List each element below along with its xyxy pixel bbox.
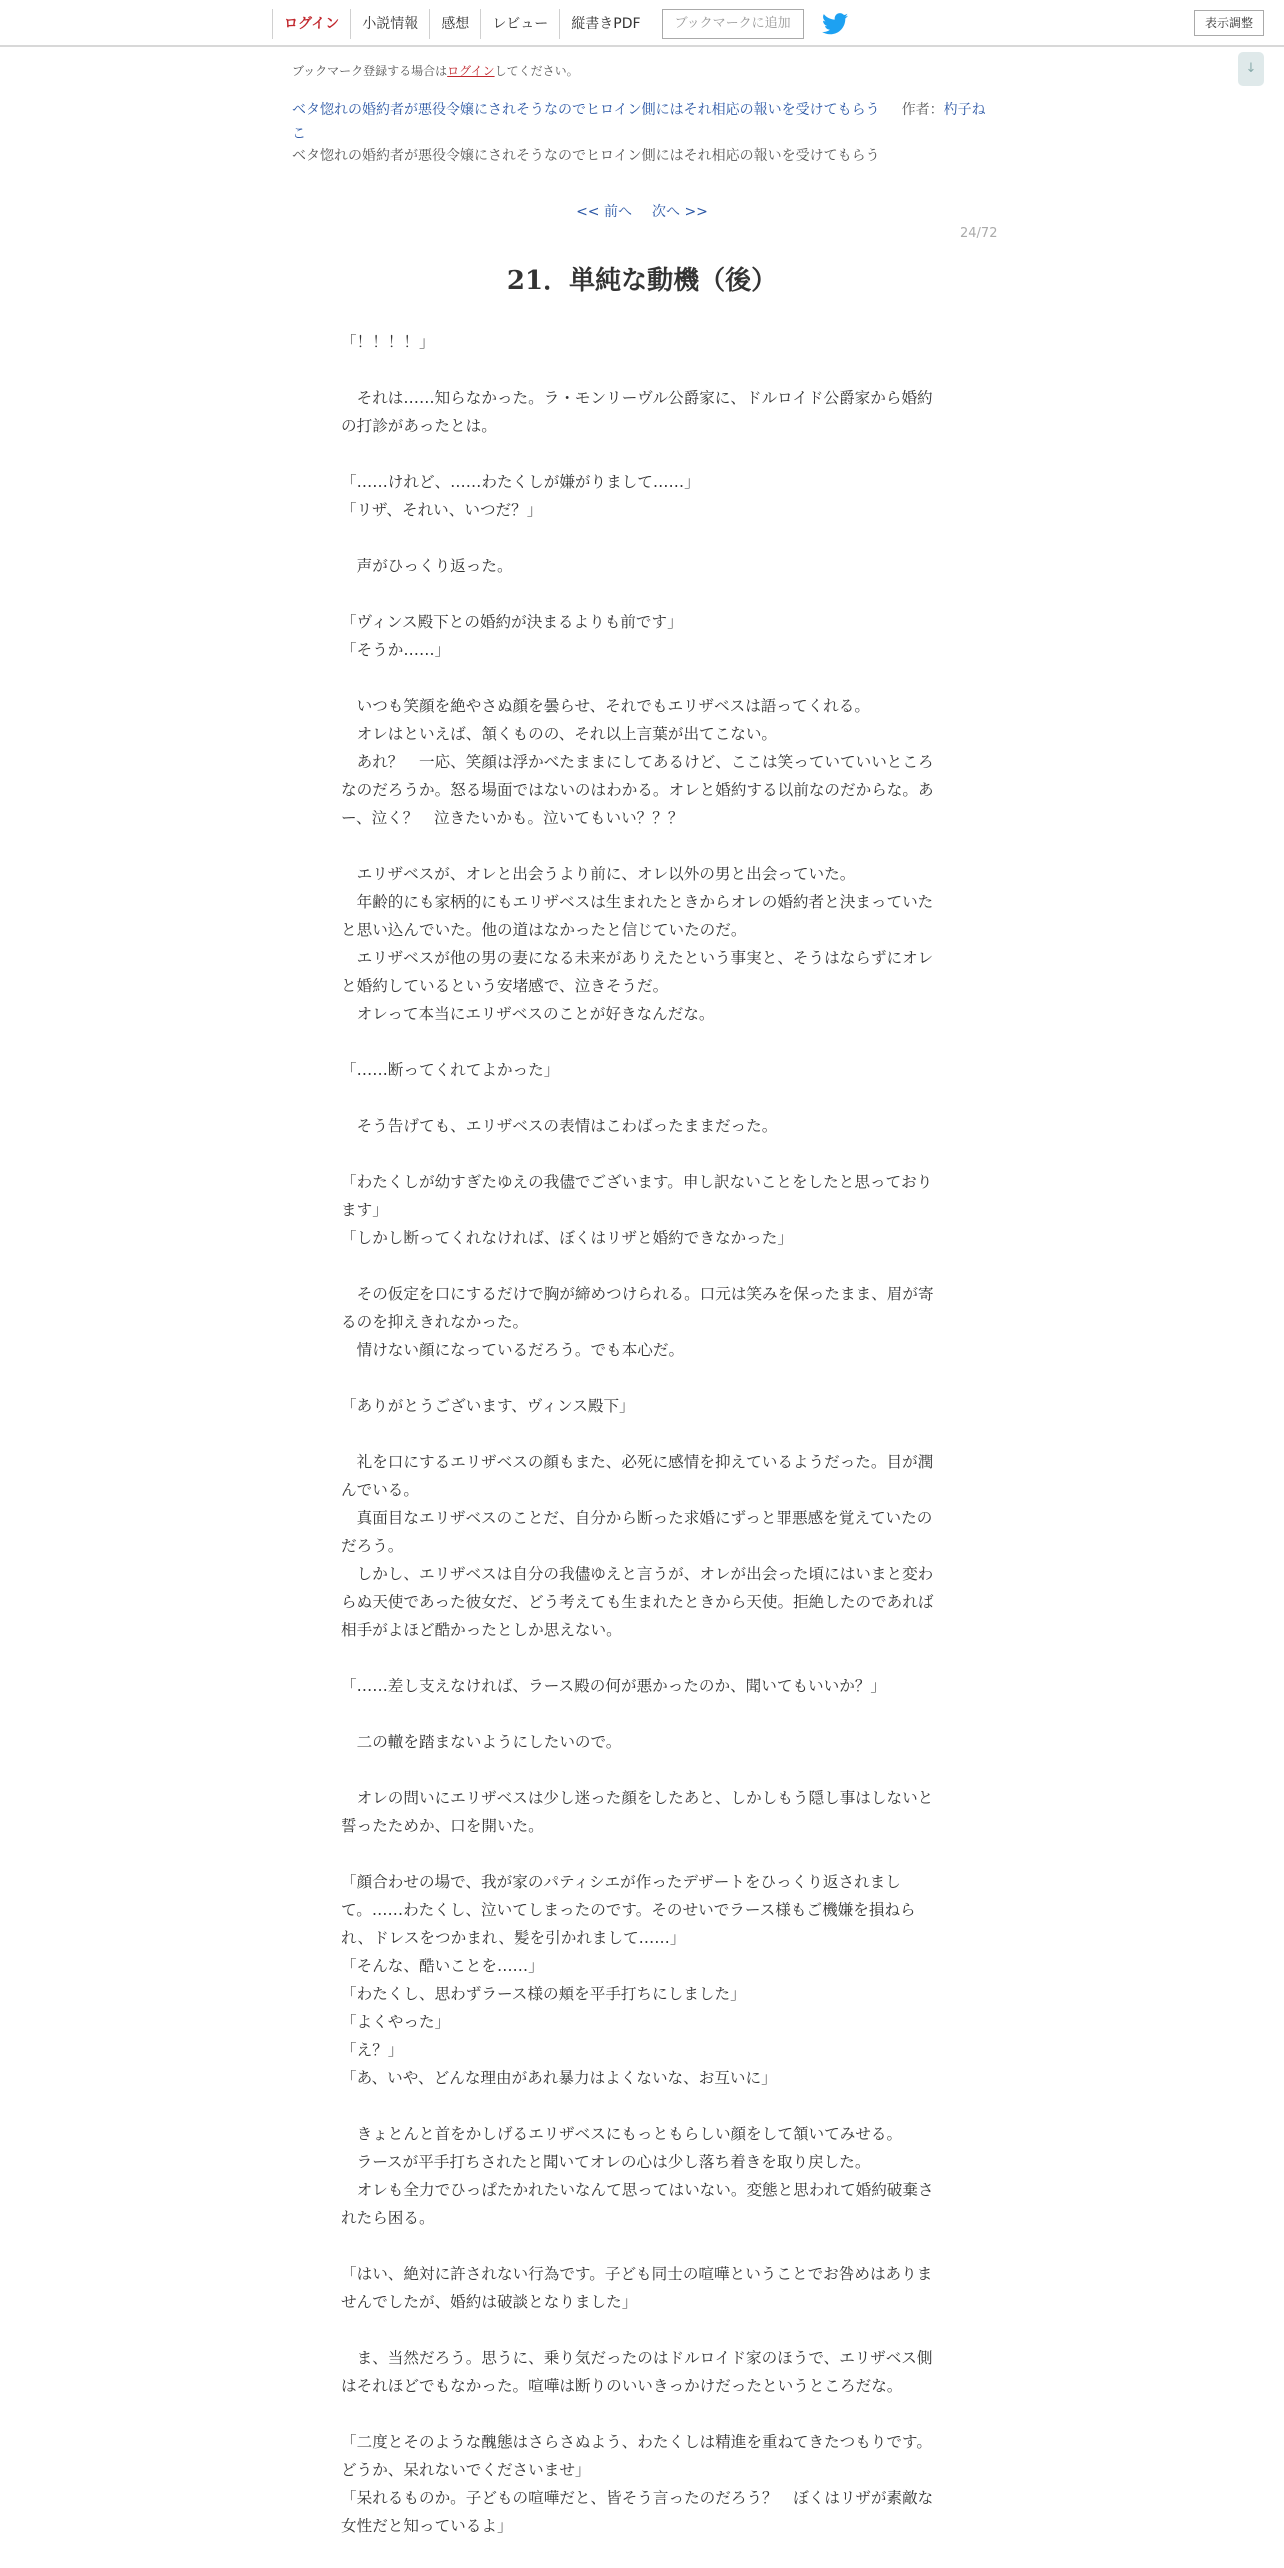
author-label: 作者： xyxy=(901,102,944,118)
series-title-link[interactable]: ベタ惚れの婚約者が悪役令嬢にされそうなのでヒロイン側にはそれ相応の報いを受けてもらう xyxy=(292,102,880,118)
blank-line xyxy=(341,1364,939,1392)
novel-paragraph: オレって本当にエリザベスのことが好きなんだな。 xyxy=(341,1005,715,1023)
blank-line xyxy=(341,1700,939,1728)
novel-paragraph: そう告げても、エリザベスの表情はこわばったままだった。 xyxy=(341,1117,778,1135)
novel-paragraph: 「呆れるものか。子どもの喧嘩だと、皆そう言ったのだろう？ ぼくはリザが素敵な女性だと知っているよ」 xyxy=(341,2489,934,2535)
prev-page-link[interactable]: << 前へ xyxy=(576,204,632,220)
display-settings-button[interactable]: 表示調整 xyxy=(1194,10,1264,36)
novel-paragraph: エリザベスが、オレと出会うより前に、オレ以外の男と出会っていた。 xyxy=(341,865,856,883)
nav-vertical-pdf[interactable]: 縦書きPDF xyxy=(559,9,651,39)
novel-paragraph: 「ありがとうございます、ヴィンス殿下」 xyxy=(341,1397,635,1415)
chapter-title: 21．単純な動機（後） xyxy=(506,266,778,296)
next-page-link[interactable]: 次へ >> xyxy=(652,204,708,220)
novel-paragraph: 「わたくしが幼すぎたゆえの我儘でございます。申し訳ないことをしたと思っております」 xyxy=(341,1173,933,1219)
novel-paragraph: 「わたくし、思わずラース様の頬を平手打ちにしました」 xyxy=(341,1985,746,2003)
novel-paragraph: その仮定を口にするだけで胸が締めつけられる。口元は笑みを保ったまま、眉が寄るのを抑えきれなかった。 xyxy=(341,1285,934,1331)
novel-paragraph: 真面目なエリザベスのことだ、自分から断った求婚にずっと罪悪感を覚えていたのだろう。 xyxy=(341,1509,933,1555)
blank-line xyxy=(341,1252,939,1280)
novel-paragraph: 「二度とそのような醜態はさらさぬよう、わたくしは精進を重ねてきたつもりです。どうか、呆れないでくださいませ」 xyxy=(341,2433,932,2479)
blank-line xyxy=(341,1840,939,1868)
novel-paragraph: 「リザ、それい、いつだ？」 xyxy=(341,501,543,519)
novel-paragraph: 「よくやった」 xyxy=(341,2013,451,2031)
blank-line xyxy=(341,440,939,468)
pager xyxy=(0,201,1284,221)
novel-paragraph: 「え？」 xyxy=(341,2041,404,2059)
novel-paragraph: 「はい、絶対に許されない行為です。子ども同士の喧嘩ということでお咎めはありませんでしたが、婚約は破談となりました」 xyxy=(341,2265,933,2311)
novel-paragraph: 「そうか……」 xyxy=(341,641,451,659)
series-title-line xyxy=(292,98,994,146)
novel-paragraph: 情けない顔になっているだろう。でも本心だ。 xyxy=(341,1341,685,1359)
novel-paragraph: オレも全力でひっぱたかれたいなんて思ってはいない。変態と思われて婚約破棄されたら困る。 xyxy=(341,2181,934,2227)
novel-paragraph: エリザベスが他の男の妻になる未来がありえたという事実と、そうはならずにオレと婚約しているという安堵感で、泣きそうだ。 xyxy=(341,949,934,995)
novel-paragraph: 「！！！！」 xyxy=(341,333,435,351)
blank-line xyxy=(341,580,939,608)
novel-paragraph: オレの問いにエリザベスは少し迷った顔をしたあと、しかしもう隠し事はしないと誓ったためか、口を開いた。 xyxy=(341,1789,934,1835)
novel-paragraph: 「……けれど、……わたくしが嫌がりまして……」 xyxy=(341,473,700,491)
bookmark-note-before: ブックマーク登録する場合は xyxy=(292,64,448,78)
author-link[interactable]: 杓子ねこ xyxy=(292,102,986,142)
top-navigation-bar xyxy=(0,0,1284,47)
novel-paragraph: 「あ、いや、どんな理由があれ暴力はよくないな、お互いに」 xyxy=(341,2069,777,2087)
novel-paragraph: 「しかし断ってくれなければ、ぼくはリザと婚約できなかった」 xyxy=(341,1229,793,1247)
bookmark-login-link[interactable]: ログイン xyxy=(447,64,495,78)
blank-line xyxy=(341,832,939,860)
novel-paragraph: 声がひっくり返った。 xyxy=(341,557,513,575)
blank-line xyxy=(341,2092,939,2120)
blank-line xyxy=(341,1028,939,1056)
novel-paragraph: 年齢的にも家柄的にもエリザベスは生まれたときからオレの婚約者と決まっていたと思い込んでいた。他の道はなかったと信じていたのだ。 xyxy=(341,893,934,939)
novel-paragraph: 「……差し支えなければ、ラース殿の何が悪かったのか、聞いてもいいか？」 xyxy=(341,1677,887,1695)
add-bookmark-button[interactable]: ブックマークに追加 xyxy=(662,9,804,39)
novel-paragraph: 礼を口にするエリザベスの顔もまた、必死に感情を抑えているようだった。目が潤んでいる。 xyxy=(341,1453,934,1499)
bookmark-note-after: してください。 xyxy=(494,64,579,78)
novel-paragraph: いつも笑顔を絶やさぬ顔を曇らせ、それでもエリザベスは語ってくれる。 xyxy=(341,697,870,715)
blank-line xyxy=(341,2232,939,2260)
novel-paragraph: 「そんな、酷いことを……」 xyxy=(341,1957,544,1975)
novel-paragraph: それは……知らなかった。ラ・モンリーヴル公爵家に、ドルロイド公爵家から婚約の打診があったとは。 xyxy=(341,389,933,435)
nav-impressions[interactable]: 感想 xyxy=(429,9,480,39)
novel-paragraph: 「顔合わせの場で、我が家のパティシエが作ったデザートをひっくり返されまして。……わたくし、泣いてしまったのです。そのせいでラース様もご機嫌を損ねられ、ドレスをつかまれ、髪を引かれまして……」 xyxy=(341,1873,916,1947)
nav-review[interactable]: レビュー xyxy=(480,9,559,39)
page-number: 24/72 xyxy=(960,226,998,241)
blank-line xyxy=(341,1084,939,1112)
nav-login[interactable]: ログイン xyxy=(272,9,350,39)
novel-paragraph: ま、当然だろう。思うに、乗り気だったのはドルロイド家のほうで、エリザベス側はそれほどでもなかった。喧嘩は断りのいいきっかけだったというところだな。 xyxy=(341,2349,933,2395)
blank-line xyxy=(341,1644,939,1672)
blank-line xyxy=(341,1420,939,1448)
novel-body xyxy=(341,328,939,2540)
novel-paragraph: 二の轍を踏まないようにしたいので。 xyxy=(341,1733,622,1751)
twitter-icon[interactable] xyxy=(822,13,848,35)
novel-paragraph: オレはといえば、頷くものの、それ以上言葉が出てこない。 xyxy=(341,725,778,743)
blank-line xyxy=(341,1140,939,1168)
blank-line xyxy=(341,2316,939,2344)
blank-line xyxy=(341,664,939,692)
series-title-plain: ベタ惚れの婚約者が悪役令嬢にされそうなのでヒロイン側にはそれ相応の報いを受けてもらう xyxy=(292,148,880,164)
novel-paragraph: ラースが平手打ちされたと聞いてオレの心は少し落ち着きを取り戻した。 xyxy=(341,2153,871,2171)
blank-line xyxy=(341,356,939,384)
novel-paragraph: きょとんと首をかしげるエリザベスにもっともらしい顔をして頷いてみせる。 xyxy=(341,2125,903,2143)
novel-paragraph: しかし、エリザベスは自分の我儘ゆえと言うが、オレが出会った頃にはいまと変わらぬ天使であった彼女だ、どう考えても生まれたときから天使。拒絶したのであれば相手がよほど酷かったとしか思えない。 xyxy=(341,1565,934,1639)
novel-paragraph: あれ？ 一応、笑顔は浮かべたままにしてあるけど、ここは笑っていていいところなのだろうか。怒る場面ではないのはわかる。オレと婚約する以前なのだからな。あー、泣く？ 泣きたいかも。泣いてもいい？？？ xyxy=(341,753,934,827)
nav-menu xyxy=(272,0,848,47)
blank-line xyxy=(341,2400,939,2428)
novel-paragraph: 「……断ってくれてよかった」 xyxy=(341,1061,560,1079)
bookmark-note xyxy=(292,62,579,79)
novel-paragraph: 「ヴィンス殿下との婚約が決まるよりも前です」 xyxy=(341,613,683,631)
blank-line xyxy=(341,524,939,552)
scroll-down-button[interactable]: ↓ xyxy=(1238,52,1264,86)
blank-line xyxy=(341,1756,939,1784)
nav-novel-info[interactable]: 小説情報 xyxy=(350,9,429,39)
